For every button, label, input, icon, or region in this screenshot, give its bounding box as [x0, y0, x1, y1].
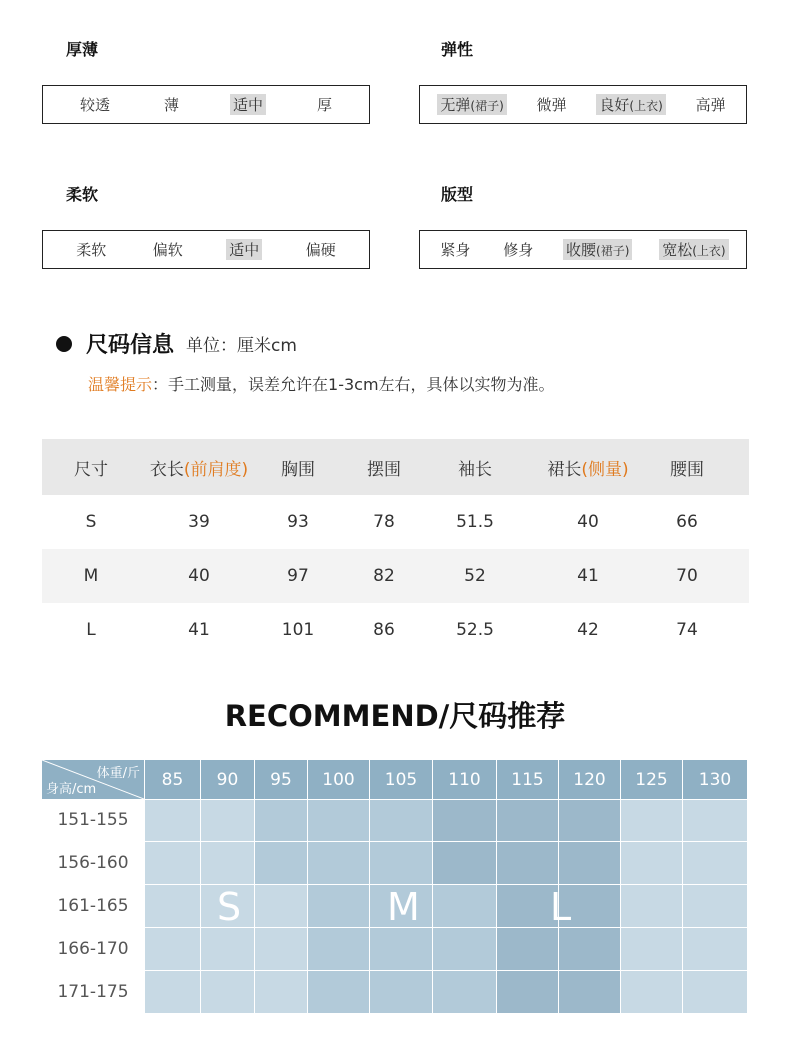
grid-cell: [682, 841, 747, 884]
height-axis-label: 身高/cm: [46, 782, 97, 797]
grid-cell: [620, 970, 682, 1013]
weight-header-cell: 95: [254, 760, 307, 799]
size-label-l: L: [550, 885, 572, 929]
size-unit: 单位：厘米cm: [186, 336, 297, 356]
grid-cell: [144, 799, 200, 841]
grid-cell: [307, 927, 369, 970]
table-cell: 70: [676, 566, 698, 586]
grid-cell: [144, 841, 200, 884]
grid-cell: [620, 799, 682, 841]
grid-cell: [558, 841, 620, 884]
weight-header-cell: 110: [432, 760, 496, 799]
option-item: 偏软: [152, 241, 183, 259]
table-cell: 39: [188, 512, 210, 532]
thickness-options: [42, 85, 370, 124]
table-row: [42, 549, 749, 603]
table-cell: 41: [188, 620, 210, 640]
table-cell: S: [85, 512, 97, 532]
weight-header-cell: 90: [200, 760, 254, 799]
grid-cell: [254, 970, 307, 1013]
elasticity-options: [419, 85, 747, 124]
table-cell: 97: [287, 566, 309, 586]
fit-options: [419, 230, 747, 269]
height-row-label: 166-170: [57, 938, 129, 959]
size-info-heading: [56, 328, 297, 359]
weight-header-cell: 120: [558, 760, 620, 799]
table-cell: 74: [676, 620, 698, 640]
option-item: 高弹: [695, 96, 726, 114]
grid-cell: [496, 884, 558, 927]
grid-cell: [144, 884, 200, 927]
grid-cell: [432, 841, 496, 884]
grid-cell: [144, 970, 200, 1013]
table-cell: 42: [577, 620, 599, 640]
table-cell: 52.5: [456, 620, 494, 640]
grid-cell: [558, 970, 620, 1013]
size-label-m: M: [387, 885, 420, 929]
table-header-cell: 胸围: [281, 459, 315, 480]
option-item-selected: 良好(上衣): [596, 94, 665, 115]
grid-cell: [200, 927, 254, 970]
grid-cell: [682, 799, 747, 841]
grid-cell: [620, 884, 682, 927]
table-cell: 101: [281, 620, 315, 640]
grid-cell: [432, 970, 496, 1013]
table-cell: M: [83, 566, 99, 586]
weight-header-cell: 105: [369, 760, 432, 799]
table-cell: 66: [676, 512, 698, 532]
option-item: 较透: [79, 96, 110, 114]
grid-cell: [620, 841, 682, 884]
table-cell: 86: [373, 620, 395, 640]
table-cell: L: [86, 620, 96, 640]
bullet-icon: [56, 336, 72, 352]
table-row: [42, 603, 749, 657]
option-item-selected: 无弹(裙子): [437, 94, 506, 115]
grid-cell: [496, 970, 558, 1013]
grid-cell: [200, 970, 254, 1013]
elasticity-title: 弹性: [441, 40, 474, 59]
weight-header-cell: 125: [620, 760, 682, 799]
grid-cell: [496, 841, 558, 884]
grid-cell: [307, 970, 369, 1013]
option-item: 微弹: [536, 96, 567, 114]
table-cell: 78: [373, 512, 395, 532]
table-cell: 82: [373, 566, 395, 586]
option-item: 偏硬: [305, 241, 336, 259]
table-header-cell: 摆围: [367, 459, 401, 480]
thickness-title: 厚薄: [66, 40, 99, 59]
table-header-row: [42, 439, 749, 495]
grid-cell: [200, 799, 254, 841]
height-row-label: 156-160: [57, 852, 129, 873]
height-row-label: 161-165: [57, 895, 129, 916]
grid-cell: [254, 841, 307, 884]
option-item-selected: 收腰(裙子): [563, 239, 632, 260]
grid-cell: [558, 927, 620, 970]
grid-cell: [307, 841, 369, 884]
weight-header-cell: 130: [682, 760, 747, 799]
fit-title: 版型: [441, 185, 474, 204]
table-cell: 40: [577, 512, 599, 532]
option-item: 薄: [163, 96, 179, 114]
option-item: 紧身: [440, 241, 471, 259]
weight-header-cell: 115: [496, 760, 558, 799]
grid-cell: [558, 799, 620, 841]
grid-cell: [307, 799, 369, 841]
grid-cell: [496, 927, 558, 970]
grid-cell: [369, 841, 432, 884]
weight-header-cell: 100: [307, 760, 369, 799]
weight-axis-label: 体重/斤: [96, 766, 140, 781]
grid-cell: [254, 884, 307, 927]
measurement-tip: [88, 372, 555, 395]
table-cell: 51.5: [456, 512, 494, 532]
tip-text: ：手工测量，误差允许在1-3cm左右，具体以实物为准。: [152, 375, 555, 394]
grid-cell: [682, 884, 747, 927]
table-cell: 93: [287, 512, 309, 532]
option-item: 厚: [316, 96, 332, 114]
size-label-s: S: [217, 885, 242, 929]
grid-cell: [682, 927, 747, 970]
grid-cell: [200, 841, 254, 884]
grid-cell: [369, 970, 432, 1013]
table-header-cell: 裙长(侧量): [547, 459, 629, 480]
option-item-selected: 适中: [230, 94, 266, 115]
grid-cell: [369, 799, 432, 841]
grid-cell: [432, 799, 496, 841]
height-row-label: 151-155: [57, 810, 129, 830]
grid-cell: [254, 927, 307, 970]
table-header-cell: 袖长: [458, 459, 492, 480]
table-row: [42, 495, 749, 549]
grid-cell: [369, 927, 432, 970]
table-cell: 41: [577, 566, 599, 586]
table-header-cell: 尺寸: [74, 459, 108, 480]
table-cell: 52: [464, 566, 486, 586]
softness-options: [42, 230, 370, 269]
recommend-title: RECOMMEND/尺码推荐: [224, 699, 566, 733]
grid-cell: [682, 970, 747, 1013]
grid-cell: [496, 799, 558, 841]
height-row-label: 171-175: [57, 981, 129, 1002]
weight-header-cell: 85: [144, 760, 200, 799]
grid-corner-header: [42, 760, 144, 799]
grid-cell: [432, 927, 496, 970]
option-item-selected: 宽松(上衣): [659, 239, 728, 260]
size-info-title: 尺码信息: [86, 333, 175, 358]
grid-cell: [307, 884, 369, 927]
table-header-cell: 衣长(前肩度): [149, 459, 249, 480]
table-header-cell: 腰围: [670, 459, 704, 480]
grid-cell: [620, 927, 682, 970]
option-item: 柔软: [76, 241, 107, 259]
option-item: 修身: [503, 241, 534, 259]
option-item-selected: 适中: [226, 239, 262, 260]
tip-label: 温馨提示: [88, 375, 153, 394]
table-cell: 40: [188, 566, 210, 586]
grid-cell: [254, 799, 307, 841]
grid-cell: [144, 927, 200, 970]
softness-title: 柔软: [66, 185, 99, 204]
grid-cell: [432, 884, 496, 927]
size-table: [42, 439, 749, 657]
